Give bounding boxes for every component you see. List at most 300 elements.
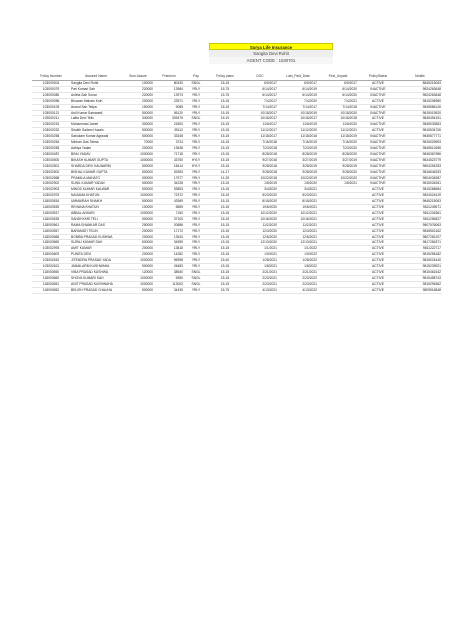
table-cell: YRLY xyxy=(184,216,208,222)
table-cell: 12/13/2021 xyxy=(278,240,318,246)
table-cell: 8/28/2020 xyxy=(318,151,358,157)
table-cell: 15-15 xyxy=(208,193,242,199)
table-cell: 11/15/2018 xyxy=(278,134,318,140)
table-cell: 7/14/2017 xyxy=(242,104,278,110)
table-cell: 200000 xyxy=(122,145,154,151)
table-cell: 10/15/2017 xyxy=(242,110,278,116)
table-cell: ACTIVE xyxy=(358,187,398,193)
table-cell: 20886 xyxy=(154,222,184,228)
table-cell: 340000 xyxy=(122,116,154,122)
table-cell: Adhiya Yadav xyxy=(70,145,122,151)
table-cell: 15-15 xyxy=(208,187,242,193)
table-cell: 103002993 xyxy=(32,246,70,252)
table-cell: 100000 xyxy=(122,81,154,87)
table-cell: 15-15 xyxy=(208,270,242,276)
table-cell: 9815026261 xyxy=(398,181,442,187)
table-cell: 9/27/2018 xyxy=(242,157,278,163)
table-cell: YRLY xyxy=(184,86,208,92)
table-cell: 103000500 xyxy=(32,157,70,163)
table-cell: 103000079 xyxy=(32,86,70,92)
table-cell: 103000121 xyxy=(32,110,70,116)
table-cell: 11/6/2020 xyxy=(318,122,358,128)
table-cell: VIBA PRASAD KUSHWA xyxy=(70,270,122,276)
table-cell: 9815206980 xyxy=(398,98,442,104)
table-cell: 11/2/2021 xyxy=(278,222,318,228)
table-cell: 9815019520 xyxy=(398,110,442,116)
table-cell: 15-40 xyxy=(208,258,242,264)
table-cell: 1/9/2021 xyxy=(242,252,278,258)
table-cell: 15-15 xyxy=(208,157,242,163)
table-cell: 1/5/2021 xyxy=(318,181,358,187)
table-cell: 15-15 xyxy=(208,240,242,246)
table-cell: 13973 xyxy=(154,92,184,98)
table-cell: 38540 xyxy=(154,270,184,276)
table-cell: 3/27/2019 xyxy=(318,157,358,163)
table-cell: 15-75 xyxy=(208,287,242,293)
table-cell: 15-15 xyxy=(208,228,242,234)
table-cell: 7/4/2021 xyxy=(318,98,358,104)
table-cell: 103000096 xyxy=(32,98,70,104)
table-cell: 9815534706 xyxy=(398,128,442,134)
table-cell: YRLY xyxy=(184,205,208,211)
table-cell: 113002 xyxy=(154,281,184,287)
table-cell: 34228 xyxy=(154,181,184,187)
table-cell: 15-15 xyxy=(208,110,242,116)
table-cell: 9845577771 xyxy=(398,134,442,140)
table-cell: INACTIVE xyxy=(358,175,398,181)
table-cell: 14282 xyxy=(154,252,184,258)
table-cell: 200000 xyxy=(122,234,154,240)
table-cell: ACTIVE xyxy=(358,205,398,211)
table-cell: 1000000 xyxy=(122,281,154,287)
table-cell: 103002902 xyxy=(32,181,70,187)
table-cell: 9807576063 xyxy=(398,222,442,228)
table-cell: 17172 xyxy=(154,228,184,234)
table-cell: ACTIVE xyxy=(358,258,398,264)
table-cell: 103000255 xyxy=(32,145,70,151)
table-cell: 37100 xyxy=(154,216,184,222)
table-cell: INACTIVE xyxy=(358,157,398,163)
table-cell: SNGL xyxy=(184,116,208,122)
table-cell: 500000 xyxy=(122,187,154,193)
table-cell: INACTIVE xyxy=(358,140,398,146)
table-cell: 500000 xyxy=(122,287,154,293)
table-cell: 118000537 xyxy=(32,210,70,216)
table-cell: 10/12/2021 xyxy=(278,210,318,216)
table-cell: 15-19 xyxy=(208,116,242,122)
table-cell: MINOD KUMAR KALWAR xyxy=(70,187,122,193)
table-cell: 250000 xyxy=(122,222,154,228)
table-cell: ACTIVE xyxy=(358,240,398,246)
table-cell: 13818 xyxy=(154,246,184,252)
table-cell: YRLY xyxy=(184,110,208,116)
table-cell: 1/8/2021 xyxy=(242,264,278,270)
table-cell: 35112 xyxy=(154,128,184,134)
table-cell: YRLY xyxy=(184,128,208,134)
table-cell: 10/6/2021 xyxy=(278,205,318,211)
table-cell: ABBAL ANSARI xyxy=(70,210,122,216)
table-cell: 11/6/2017 xyxy=(242,122,278,128)
table-cell: 10/15/2019 xyxy=(278,110,318,116)
table-cell: BISHAL KUMAR GUPTA xyxy=(70,169,122,175)
table-cell: 15-15 xyxy=(208,216,242,222)
table-cell: PRAMILA MAHATO xyxy=(70,175,122,181)
table-cell: INACTIVE xyxy=(358,169,398,175)
table-cell: 14-17 xyxy=(208,169,242,175)
table-cell: YRLY xyxy=(184,222,208,228)
table-cell: 9845612656 xyxy=(398,145,442,151)
table-cell: 10/12/2020 xyxy=(242,210,278,216)
table-cell: 103000080 xyxy=(32,92,70,98)
table-cell: 15-15 xyxy=(208,246,242,252)
table-cell: 16-15 xyxy=(208,140,242,146)
table-cell: 8845215063 xyxy=(398,81,442,87)
table-cell: YRLY xyxy=(184,134,208,140)
table-cell: 15-15 xyxy=(208,104,242,110)
column-header: Last_Paid_Date xyxy=(278,73,318,81)
table-cell: 26483 xyxy=(154,264,184,270)
table-cell: INACTIVE xyxy=(358,134,398,140)
table-cell: 70000 xyxy=(122,140,154,146)
table-cell: 15-15 xyxy=(208,281,242,287)
table-cell: 5859 xyxy=(154,205,184,211)
table-cell: 1000000 xyxy=(122,151,154,157)
table-cell: 103002501 xyxy=(32,163,70,169)
table-cell: 9816646253 xyxy=(398,169,442,175)
table-cell: 15-15 xyxy=(208,122,242,128)
table-cell: 118000561 xyxy=(32,222,70,228)
table-cell: 118000652 xyxy=(32,287,70,293)
table-cell: INACTIVE xyxy=(358,92,398,98)
table-cell: BIKASH KUMAR GUPTA xyxy=(70,157,122,163)
table-cell: YRLY xyxy=(184,228,208,234)
table-cell: 15-15 xyxy=(208,264,242,270)
table-cell: 200000 xyxy=(122,252,154,258)
table-cell: 43369 xyxy=(154,199,184,205)
column-header: Sum Assure xyxy=(122,73,154,81)
table-cell: 15-15 xyxy=(208,151,242,157)
table-cell: SNGL xyxy=(184,270,208,276)
table-cell: YRLY xyxy=(184,98,208,104)
table-cell: 1/9/2022 xyxy=(278,252,318,258)
table-cell: 1/8/2022 xyxy=(278,264,318,270)
table-cell: SHOVA KUMARI SAH xyxy=(70,275,122,281)
table-cell: SURAJ KUMAR SAH xyxy=(70,240,122,246)
table-cell: 103000109 xyxy=(32,104,70,110)
column-header: Policy plans xyxy=(208,73,242,81)
table-cell: 9815024440 xyxy=(398,258,442,264)
table-cell: 2/23/2022 xyxy=(278,275,318,281)
table-cell: 13543 xyxy=(154,234,184,240)
table-cell: 103000487 xyxy=(32,151,70,157)
table-cell: 103000215 xyxy=(32,122,70,128)
table-cell: 8/28/2018 xyxy=(242,151,278,157)
table-cell: 11/12/2017 xyxy=(242,128,278,134)
table-cell: 500000 xyxy=(122,181,154,187)
table-cell: YRLY xyxy=(184,145,208,151)
table-cell: 9815294562 xyxy=(398,281,442,287)
table-cell: 10/16/2020 xyxy=(242,216,278,222)
table-cell: ANIT PRASAD KUSHWAHA xyxy=(70,281,122,287)
table-cell: ACTIVE xyxy=(358,275,398,281)
table-cell: 6/14/2017 xyxy=(242,86,278,92)
table-cell: 103002975 xyxy=(32,193,70,199)
table-cell: 1/5/2019 xyxy=(242,181,278,187)
table-cell: 72372 xyxy=(154,193,184,199)
table-cell: 12/3/2021 xyxy=(278,228,318,234)
table-cell: ACTIVE xyxy=(358,252,398,258)
table-cell: 500000 xyxy=(122,216,154,222)
table-cell: Pari Kumari Sah xyxy=(70,86,122,92)
table-cell: 7/14/2018 xyxy=(318,104,358,110)
table-cell: ACTIVE xyxy=(358,210,398,216)
table-cell: 80430 xyxy=(154,81,184,87)
table-cell: 9/28/2018 xyxy=(242,163,278,169)
table-cell: YRLY xyxy=(184,140,208,146)
table-cell: 15-15 xyxy=(208,128,242,134)
table-cell: 2/21/2021 xyxy=(242,270,278,276)
table-cell: 9845033863 xyxy=(398,122,442,128)
table-cell: 15-15 xyxy=(208,81,242,87)
table-cell: 9811226361 xyxy=(398,210,442,216)
table-cell: 103002621 xyxy=(32,264,70,270)
table-cell: ACTIVE xyxy=(358,199,398,205)
table-cell: 1/1/2022 xyxy=(278,246,318,252)
table-row xyxy=(32,287,442,293)
table-cell: SNGL xyxy=(184,275,208,281)
table-cell: 1000000 xyxy=(122,210,154,216)
table-cell: Anil Kumar Sarswasti xyxy=(70,110,122,116)
table-cell: ACTIVE xyxy=(358,81,398,87)
table-cell: 300000 xyxy=(122,122,154,128)
table-cell: RAMA SHANKAR DAS xyxy=(70,222,122,228)
table-cell: 14-25 xyxy=(208,175,242,181)
table-cell: 3/4/2020 xyxy=(242,187,278,193)
table-cell: 103000258 xyxy=(32,134,70,140)
table-cell: 7/16/2019 xyxy=(278,140,318,146)
table-cell: 15-75 xyxy=(208,86,242,92)
table-cell: 500000 xyxy=(122,110,154,116)
table-cell: 150000 xyxy=(122,104,154,110)
table-cell: 11/12/2020 xyxy=(278,128,318,134)
table-cell: 15-15 xyxy=(208,199,242,205)
table-cell: 13548 xyxy=(154,145,184,151)
table-cell: 15-15 xyxy=(208,275,242,281)
table-cell: 6/14/2020 xyxy=(318,86,358,92)
table-cell: Sabukam Kumar Agrawal xyxy=(70,134,122,140)
table-cell: 500000 xyxy=(122,128,154,134)
table-cell: 9811249571 xyxy=(398,205,442,211)
table-cell: 500000 xyxy=(122,175,154,181)
table-cell: 15-15 xyxy=(208,181,242,187)
table-cell: 118000568 xyxy=(32,234,70,240)
table-cell: 33750 xyxy=(154,157,184,163)
table-cell: YRLY xyxy=(184,169,208,175)
table-cell: 500000 xyxy=(122,163,154,169)
table-cell: 103002568 xyxy=(32,175,70,181)
table-cell: 3/28/2019 xyxy=(278,163,318,169)
table-cell: ACTIVE xyxy=(358,234,398,240)
column-header: DOC xyxy=(242,73,278,81)
table-cell: 15-15 xyxy=(208,145,242,151)
table-cell: 15-15 xyxy=(208,205,242,211)
table-cell: 118000660 xyxy=(32,275,70,281)
table-cell: 7/4/2020 xyxy=(278,98,318,104)
spreadsheet xyxy=(32,43,442,294)
table-cell: 9815256182 xyxy=(398,252,442,258)
table-cell: REHANA KHATUN xyxy=(70,205,122,211)
table-cell: 5950 xyxy=(154,275,184,281)
table-cell: 15-15 xyxy=(208,234,242,240)
table-cell: 103002502 xyxy=(32,169,70,175)
table-cell: 200000 xyxy=(122,98,154,104)
table-cell: 3/4/2021 xyxy=(278,187,318,193)
column-header: Premium xyxy=(154,73,184,81)
table-cell: 4/13/2021 xyxy=(242,287,278,293)
table-cell: 8/15/2021 xyxy=(278,199,318,205)
table-cell: INACTIVE xyxy=(358,86,398,92)
table-cell: YRLY xyxy=(184,104,208,110)
table-cell: 1000000 xyxy=(122,157,154,163)
table-cell: YRLY xyxy=(184,210,208,216)
column-header: Pay xyxy=(184,73,208,81)
table-cell: 10/16/2017 xyxy=(278,116,318,122)
table-cell: ACTIVE xyxy=(358,116,398,122)
table-cell: 7/16/2020 xyxy=(318,140,358,146)
table-cell: 3/27/2019 xyxy=(278,157,318,163)
table-cell: 500000 xyxy=(122,134,154,140)
table-cell: 53853 xyxy=(154,187,184,193)
table-cell: SHARDA DEVI KALWARIN xyxy=(70,163,122,169)
table-cell: 7/23/2020 xyxy=(318,145,358,151)
table-cell: 500000 xyxy=(122,240,154,246)
table-cell: Sangita Devi Rohit xyxy=(70,81,122,87)
table-cell: 2/23/2021 xyxy=(242,275,278,281)
table-cell: 2/23/2021 xyxy=(278,281,318,287)
policy-table xyxy=(32,73,442,294)
table-cell: 6/9/2017 xyxy=(242,81,278,87)
column-header: Mobile xyxy=(398,73,442,81)
table-cell: AMIT KUMAR xyxy=(70,246,122,252)
table-cell: Minhan Das Tatma xyxy=(70,140,122,146)
table-cell: ACTIVE xyxy=(358,193,398,199)
table-cell: INACTIVE xyxy=(358,151,398,157)
table-cell: INACTIVE xyxy=(358,145,398,151)
table-cell: Lalita Devi Teliv xyxy=(70,116,122,122)
table-cell: 103000211 xyxy=(32,116,70,122)
table-cell: 118000651 xyxy=(32,281,70,287)
table-cell: 9824024419 xyxy=(398,193,442,199)
table-body xyxy=(32,81,442,294)
table-cell: 7/16/2018 xyxy=(242,140,278,146)
table-cell: 9815029593 xyxy=(398,140,442,146)
table-cell: 6/14/2019 xyxy=(278,86,318,92)
table-cell: YRLY xyxy=(184,175,208,181)
table-cell: 220000 xyxy=(122,86,154,92)
table-cell: ACTIVE xyxy=(358,98,398,104)
table-cell: 9824523779 xyxy=(398,157,442,163)
table-cell: INACTIVE xyxy=(358,110,398,116)
table-cell: YRLY xyxy=(184,193,208,199)
table-cell: 200000 xyxy=(122,228,154,234)
table-cell: 7/23/2019 xyxy=(278,145,318,151)
table-cell: 6/14/2019 xyxy=(278,92,318,98)
table-cell: 12/6/2020 xyxy=(242,234,278,240)
table-cell: 9815268684 xyxy=(398,187,442,193)
table-cell: 1/5/2020 xyxy=(278,181,318,187)
table-cell: BINU YADAV xyxy=(70,151,122,157)
table-cell: 18414 xyxy=(154,163,184,169)
table-cell: 15-75 xyxy=(208,92,242,98)
table-cell: JITENDRA PRASAD YADA xyxy=(70,258,122,264)
table-cell: 10/22/2019 xyxy=(278,175,318,181)
table-cell: 56120 xyxy=(154,110,184,116)
table-cell: INACTIVE xyxy=(358,122,398,128)
table-cell: 9845367986 xyxy=(398,151,442,157)
table-cell: 23971 xyxy=(154,98,184,104)
table-cell: 7/23/2018 xyxy=(242,145,278,151)
table-cell: 10/6/2020 xyxy=(242,205,278,211)
table-cell: 34435 xyxy=(154,287,184,293)
table-cell: 15-15 xyxy=(208,210,242,216)
table-cell: YRLY xyxy=(184,246,208,252)
table-cell: 10/22/2020 xyxy=(318,175,358,181)
table-cell: 15-15 xyxy=(208,134,242,140)
column-header: First_Unpaid xyxy=(318,73,358,81)
table-cell: 11/12/2021 xyxy=(318,128,358,134)
table-cell: 96998 xyxy=(154,258,184,264)
table-cell: 9/28/2019 xyxy=(278,169,318,175)
table-cell: 1/1/2021 xyxy=(242,246,278,252)
table-cell: 6/9/2017 xyxy=(278,81,318,87)
table-cell: 118000650 xyxy=(32,270,70,276)
table-cell: 500000 xyxy=(122,169,154,175)
table-cell: NAGAMA KHATUN xyxy=(70,193,122,199)
table-cell: ACTIVE xyxy=(358,228,398,234)
table-header-row xyxy=(32,73,442,81)
table-cell: YRLY xyxy=(184,199,208,205)
table-cell: 34959 xyxy=(154,240,184,246)
table-cell: 9/28/2018 xyxy=(242,169,278,175)
table-cell: YRLY xyxy=(184,122,208,128)
table-cell: 10/16/2018 xyxy=(318,116,358,122)
table-cell: 9824263648 xyxy=(398,86,442,92)
table-cell: Anand Sah Teliya xyxy=(70,104,122,110)
table-cell: 309475 xyxy=(154,116,184,122)
table-cell: ACTIVE xyxy=(358,216,398,222)
table-cell: 9/28/2019 xyxy=(318,163,358,169)
agent-name: Sangita Devi Rohit xyxy=(209,50,333,57)
table-cell: SUNIL KUMAR YADAV xyxy=(70,181,122,187)
table-cell: 6/9/2017 xyxy=(318,81,358,87)
table-cell: YRLY xyxy=(184,187,208,193)
table-cell: 71718 xyxy=(154,151,184,157)
table-cell: ACTIVE xyxy=(358,264,398,270)
table-cell: SNGL xyxy=(184,281,208,287)
table-cell: 9815239921 xyxy=(398,264,442,270)
table-cell: 9845586126 xyxy=(398,104,442,110)
table-cell: YRLY xyxy=(184,264,208,270)
table-cell: 15-15 xyxy=(208,98,242,104)
column-header: Assured Name xyxy=(70,73,122,81)
table-cell: 10/15/2020 xyxy=(318,110,358,116)
table-cell: 9845494151 xyxy=(398,116,442,122)
table-cell: Anitha Sah Sonar xyxy=(70,92,122,98)
table-cell: 9845215063 xyxy=(398,199,442,205)
table-cell: 9804034587 xyxy=(398,175,442,181)
table-cell: 118000569 xyxy=(32,240,70,246)
table-cell: 220000 xyxy=(122,92,154,98)
